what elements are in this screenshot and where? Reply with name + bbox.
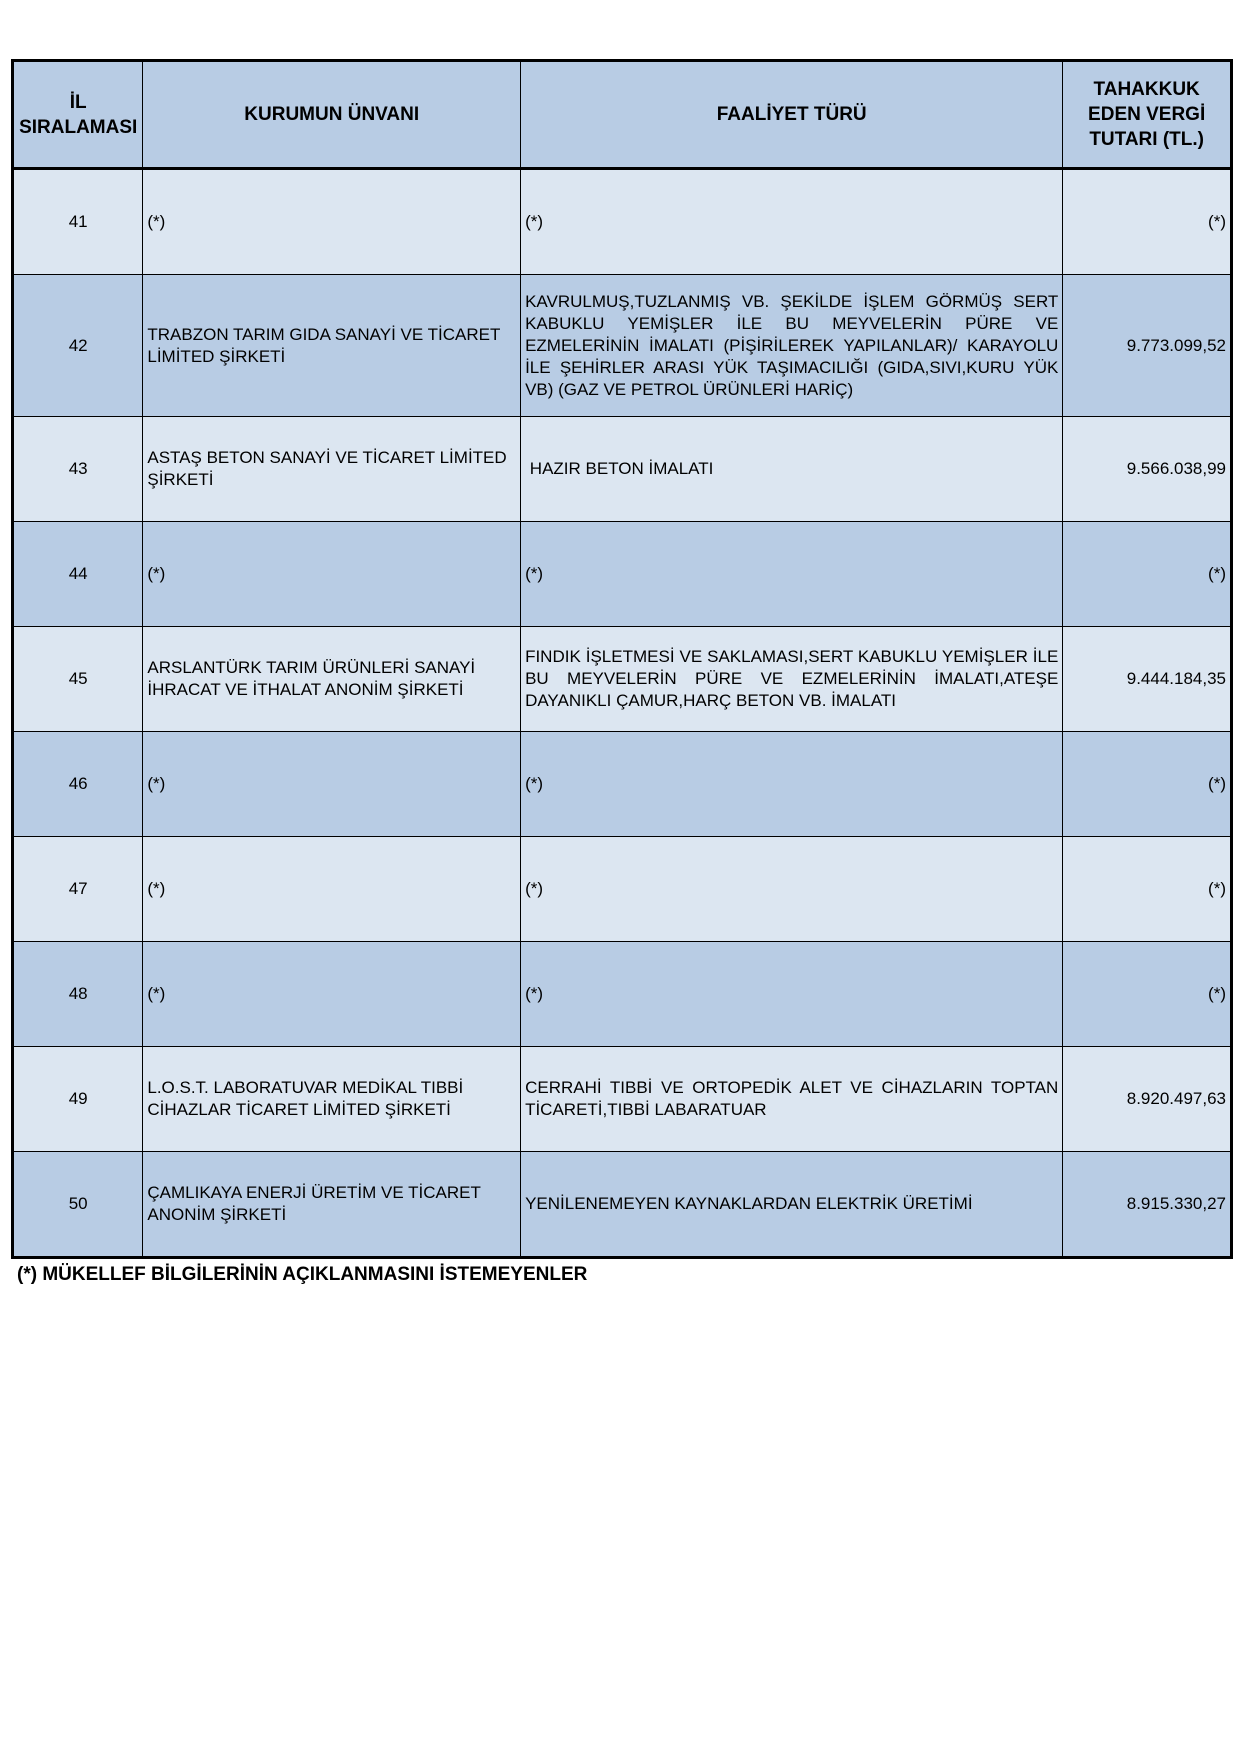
name-cell: TRABZON TARIM GIDA SANAYİ VE TİCARET LİMİTED ŞİRKETİ xyxy=(143,275,521,417)
rank-cell: 47 xyxy=(13,837,143,942)
name-cell: ÇAMLIKAYA ENERJİ ÜRETİM VE TİCARET ANONİM ŞİRKETİ xyxy=(143,1152,521,1258)
amount-cell: (*) xyxy=(1063,522,1232,627)
name-cell: ASTAŞ BETON SANAYİ VE TİCARET LİMİTED ŞİRKETİ xyxy=(143,417,521,522)
rank-cell: 50 xyxy=(13,1152,143,1258)
rank-cell: 44 xyxy=(13,522,143,627)
rank-cell: 48 xyxy=(13,942,143,1047)
table-row xyxy=(13,1152,1232,1258)
table-row xyxy=(13,837,1232,942)
rank-cell: 45 xyxy=(13,627,143,732)
table-row xyxy=(13,627,1232,732)
header-amount: TAHAKKUK EDEN VERGİ TUTARI (TL.) xyxy=(1063,61,1232,169)
table-row xyxy=(13,1047,1232,1152)
amount-cell: (*) xyxy=(1063,942,1232,1047)
header-rank: İL SIRALAMASI xyxy=(13,61,143,169)
amount-cell: (*) xyxy=(1063,837,1232,942)
header-row xyxy=(13,61,1232,169)
name-cell: (*) xyxy=(143,169,521,275)
amount-cell: 8.920.497,63 xyxy=(1063,1047,1232,1152)
amount-cell: 9.773.099,52 xyxy=(1063,275,1232,417)
activity-cell: (*) xyxy=(521,732,1063,837)
activity-cell: CERRAHİ TIBBİ VE ORTOPEDİK ALET VE CİHAZLARIN TOPTAN TİCARETİ,TIBBİ LABARATUAR xyxy=(521,1047,1063,1152)
table-row xyxy=(13,942,1232,1047)
name-cell: (*) xyxy=(143,942,521,1047)
table-row xyxy=(13,732,1232,837)
header-name: KURUMUN ÜNVANI xyxy=(143,61,521,169)
rank-cell: 41 xyxy=(13,169,143,275)
name-cell: (*) xyxy=(143,837,521,942)
rank-cell: 42 xyxy=(13,275,143,417)
table-row xyxy=(13,275,1232,417)
activity-cell: (*) xyxy=(521,169,1063,275)
table-row xyxy=(13,522,1232,627)
activity-cell: (*) xyxy=(521,522,1063,627)
activity-cell: FINDIK İŞLETMESİ VE SAKLAMASI,SERT KABUKLU YEMİŞLER İLE BU MEYVELERİN PÜRE VE EZMELERİNİN İMALATI,ATEŞE DAYANIKLI ÇAMUR,HARÇ BETON VB. İMALATI xyxy=(521,627,1063,732)
activity-cell: KAVRULMUŞ,TUZLANMIŞ VB. ŞEKİLDE İŞLEM GÖRMÜŞ SERT KABUKLU YEMİŞLER İLE BU MEYVELERİN PÜRE VE EZMELERİNİN İMALATI (PİŞİRİLEREK YAPILANLAR)/ KARAYOLU İLE ŞEHİRLER ARASI YÜK TAŞIMACILIĞI (GIDA,SIVI,KURU YÜK VB) (GAZ VE PETROL ÜRÜNLERİ HARİÇ) xyxy=(521,275,1063,417)
activity-cell: (*) xyxy=(521,837,1063,942)
activity-cell: HAZIR BETON İMALATI xyxy=(521,417,1063,522)
rank-cell: 43 xyxy=(13,417,143,522)
amount-cell: (*) xyxy=(1063,732,1232,837)
amount-cell: 9.444.184,35 xyxy=(1063,627,1232,732)
amount-cell: 8.915.330,27 xyxy=(1063,1152,1232,1258)
rank-cell: 46 xyxy=(13,732,143,837)
name-cell: (*) xyxy=(143,732,521,837)
table-row xyxy=(13,169,1232,275)
amount-cell: (*) xyxy=(1063,169,1232,275)
footnote: (*) MÜKELLEF BİLGİLERİNİN AÇIKLANMASINI İSTEMEYENLER xyxy=(17,1264,588,1285)
name-cell: (*) xyxy=(143,522,521,627)
name-cell: ARSLANTÜRK TARIM ÜRÜNLERİ SANAYİ İHRACAT VE İTHALAT ANONİM ŞİRKETİ xyxy=(143,627,521,732)
activity-cell: (*) xyxy=(521,942,1063,1047)
header-activity: FAALİYET TÜRÜ xyxy=(521,61,1063,169)
rank-cell: 49 xyxy=(13,1047,143,1152)
tax-table xyxy=(11,59,1233,1259)
amount-cell: 9.566.038,99 xyxy=(1063,417,1232,522)
table-row xyxy=(13,417,1232,522)
name-cell: L.O.S.T. LABORATUVAR MEDİKAL TIBBİ CİHAZLAR TİCARET LİMİTED ŞİRKETİ xyxy=(143,1047,521,1152)
activity-cell: YENİLENEMEYEN KAYNAKLARDAN ELEKTRİK ÜRETİMİ xyxy=(521,1152,1063,1258)
